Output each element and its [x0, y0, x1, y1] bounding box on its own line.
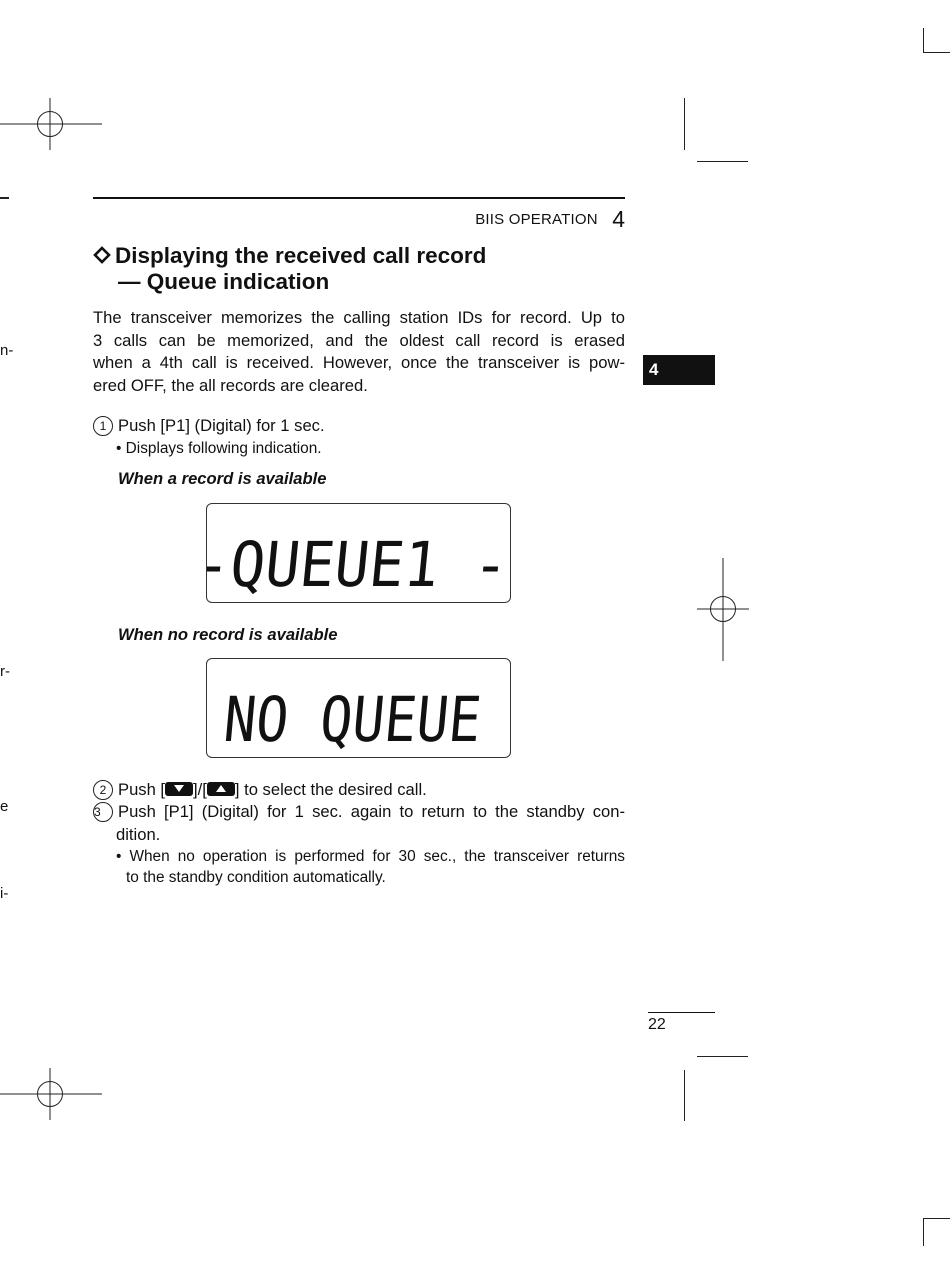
- step-text: Push [: [118, 780, 166, 799]
- section-title-line2: — Queue indication: [118, 269, 330, 294]
- running-head: [475, 206, 625, 233]
- step-text: Push [P1] (Digital) for 1 sec.: [118, 416, 325, 435]
- crop-mark: [923, 1218, 924, 1246]
- diamond-icon: [93, 243, 115, 269]
- crop-mark: [0, 197, 9, 199]
- intro-line: when a 4th call is received. However, once the transceiver is pow-: [93, 353, 625, 373]
- lcd-segment-text: [207, 659, 510, 757]
- crop-mark: [923, 1218, 950, 1219]
- step-number: 1: [93, 416, 113, 436]
- crop-mark: [684, 98, 685, 150]
- step-3: [93, 801, 625, 846]
- header-rule: [93, 197, 625, 199]
- page-number-rule: [648, 1012, 715, 1013]
- page-number: 22: [648, 1016, 666, 1033]
- crop-mark: [697, 1056, 748, 1057]
- bullet-line: to the standby condition automatically.: [126, 869, 386, 886]
- running-head-section: BIIS OPERATION: [475, 211, 598, 228]
- up-arrow-key-icon: [207, 782, 235, 796]
- no-record-label: When no record is available: [118, 625, 338, 644]
- margin-fragment: n-: [0, 342, 14, 359]
- step-1: [93, 415, 325, 438]
- step-text: dition.: [116, 824, 161, 844]
- running-head-chapter: 4: [612, 206, 625, 232]
- intro-line: The transceiver memorizes the calling station IDs for record. Up to: [93, 308, 625, 327]
- step-text: Push [P1] (Digital) for 1 sec. again to return to the standby con-: [118, 802, 625, 821]
- record-available-label: When a record is available: [118, 469, 327, 488]
- section-title-line1: Displaying the received call record: [115, 243, 487, 268]
- intro-paragraph: [93, 307, 625, 397]
- step-2: [93, 779, 427, 802]
- registration-mark: [0, 98, 102, 150]
- bullet-line: • When no operation is performed for 30 sec., the transceiver returns: [116, 848, 625, 865]
- down-arrow-key-icon: [165, 782, 193, 796]
- step-number: 3: [93, 802, 113, 822]
- intro-line: 3 calls can be memorized, and the oldest call record is erased: [93, 330, 625, 350]
- intro-line: ered OFF, the all records are cleared.: [93, 375, 368, 395]
- chapter-tab: 4: [643, 355, 715, 385]
- step-3-bullet: [116, 846, 625, 888]
- registration-mark: [697, 558, 749, 661]
- margin-fragment: i-: [0, 885, 9, 902]
- margin-fragment: r-: [0, 663, 10, 680]
- lcd-segment-text: [207, 504, 510, 602]
- step-number: 2: [93, 780, 113, 800]
- crop-mark: [684, 1070, 685, 1121]
- crop-mark: [923, 52, 950, 53]
- lcd-text-no-record: NO QUEUE: [220, 683, 485, 756]
- registration-mark: [0, 1068, 102, 1120]
- lcd-display-record: [206, 503, 511, 603]
- step-text: ]/[: [193, 780, 207, 799]
- margin-fragment: e: [0, 798, 9, 815]
- step-text: ] to select the desired call.: [234, 780, 427, 799]
- crop-mark: [923, 28, 924, 53]
- step-1-bullet: • Displays following indication.: [116, 440, 322, 457]
- crop-mark: [697, 161, 748, 162]
- lcd-text-record: -QUEUE1 -: [207, 529, 510, 602]
- section-title: [93, 243, 486, 295]
- lcd-display-no-record: [206, 658, 511, 758]
